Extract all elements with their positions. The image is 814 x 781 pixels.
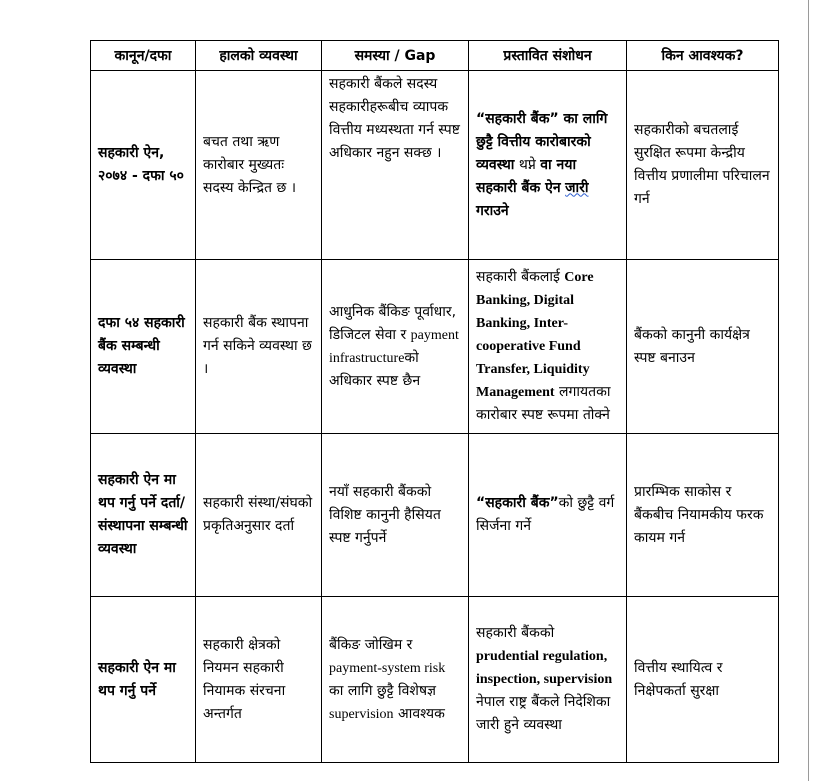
problem-text: आवश्यक — [398, 705, 445, 722]
cell-reason: प्रारम्भिक साकोस र बैंकबीच नियामकीय फरक कायम गर्न — [627, 434, 779, 597]
proposal-bold-text: “सहकारी बैंक” का लागि छुट्टै वित्तीय कारोबारको व्यवस्था — [476, 110, 608, 173]
cell-problem: सहकारी बैंकले सदस्य सहकारीहरूबीच व्यापक वित्तीय मध्यस्थता गर्न स्पष्ट अधिकार नहुन सक्छ । — [322, 71, 469, 260]
cell-proposal — [469, 597, 627, 763]
table-row — [91, 71, 779, 260]
cell-reason: वित्तीय स्थायित्व र निक्षेपकर्ता सुरक्षा — [627, 597, 779, 763]
proposal-bold-text: “सहकारी बैंक” — [476, 495, 559, 511]
table-header-row — [91, 41, 779, 71]
cell-law: सहकारी ऐन, २०७४ - दफा ५० — [91, 71, 196, 260]
cell-problem — [322, 597, 469, 763]
proposal-text: सहकारी बैंकलाई — [476, 269, 560, 285]
cell-proposal — [469, 71, 627, 260]
cell-current: सहकारी बैंक स्थापना गर्न सकिने व्यवस्था छ । — [196, 260, 322, 434]
cell-law: सहकारी ऐन मा थप गर्नु पर्ने दर्ता/संस्थापना सम्बन्धी व्यवस्था — [91, 434, 196, 597]
table-row — [91, 597, 779, 763]
problem-latin-text: payment-system risk — [329, 660, 446, 676]
problem-text: को अधिकार स्पष्ट छैन — [329, 349, 421, 389]
cell-current: सहकारी संस्था/संघको प्रकृतिअनुसार दर्ता — [196, 434, 322, 597]
cell-law: सहकारी ऐन मा थप गर्नु पर्ने — [91, 597, 196, 763]
cell-current: सहकारी क्षेत्रको नियमन सहकारी नियामक संरचना अन्तर्गत — [196, 597, 322, 763]
problem-text: बैंकिङ जोखिम र — [329, 636, 413, 653]
proposal-text: को छुट्टै वर्ग सिर्जना गर्ने — [476, 495, 615, 534]
cell-reason: बैंकको कानुनी कार्यक्षेत्र स्पष्ट बनाउन — [627, 260, 779, 434]
problem-text: का लागि छुट्टै विशेषज्ञ — [329, 682, 437, 699]
spellcheck-underlined-word: जारी — [565, 179, 589, 196]
header-why-needed: किन आवश्यक? — [627, 41, 779, 71]
header-proposed-amendment: प्रस्तावित संशोधन — [469, 41, 627, 71]
problem-latin-text: supervision — [329, 706, 394, 722]
proposal-text: नेपाल राष्ट्र बैंकले निदेशिका जारी हुने व्यवस्था — [476, 694, 611, 733]
problem-latin-text: payment infrastructure — [329, 327, 459, 366]
cell-problem — [322, 260, 469, 434]
legal-amendment-table — [90, 40, 779, 763]
table-row — [91, 260, 779, 434]
table-row — [91, 434, 779, 597]
cell-problem: नयाँ सहकारी बैंकको विशिष्ट कानुनी हैसियत स्पष्ट गर्नुपर्ने — [322, 434, 469, 597]
proposal-latin-bold-text: prudential regulation, inspection, supervision — [476, 649, 613, 687]
proposal-text: लगायतका कारोबार स्पष्ट रूपमा तोक्ने — [476, 384, 611, 423]
cell-current: बचत तथा ऋण कारोबार मुख्यतः सदस्य केन्द्रित छ । — [196, 71, 322, 260]
proposal-text: सहकारी बैंकको — [476, 625, 555, 641]
proposal-latin-bold-text: Core Banking, Digital Banking, Inter-cooperative Fund Transfer, Liquidity Management — [476, 270, 594, 400]
page-edge-line — [808, 0, 809, 781]
cell-law: दफा ५४ सहकारी बैंक सम्बन्धी व्यवस्था — [91, 260, 196, 434]
proposal-bold-text: गराउने — [476, 202, 509, 219]
header-problem-gap: समस्या / Gap — [322, 41, 469, 71]
header-current-provision: हालको व्यवस्था — [196, 41, 322, 71]
cell-reason: सहकारीको बचतलाई सुरक्षित रूपमा केन्द्रीय वित्तीय प्रणालीमा परिचालन गर्न — [627, 71, 779, 260]
cell-proposal — [469, 260, 627, 434]
proposal-text: थप्ने — [518, 156, 536, 173]
header-law-section: कानून/दफा — [91, 41, 196, 71]
proposal-bold-text: वा नया सहकारी बैंक ऐन — [476, 156, 577, 196]
cell-proposal — [469, 434, 627, 597]
problem-text: आधुनिक बैंकिङ पूर्वाधार, डिजिटल सेवा र — [329, 303, 457, 343]
